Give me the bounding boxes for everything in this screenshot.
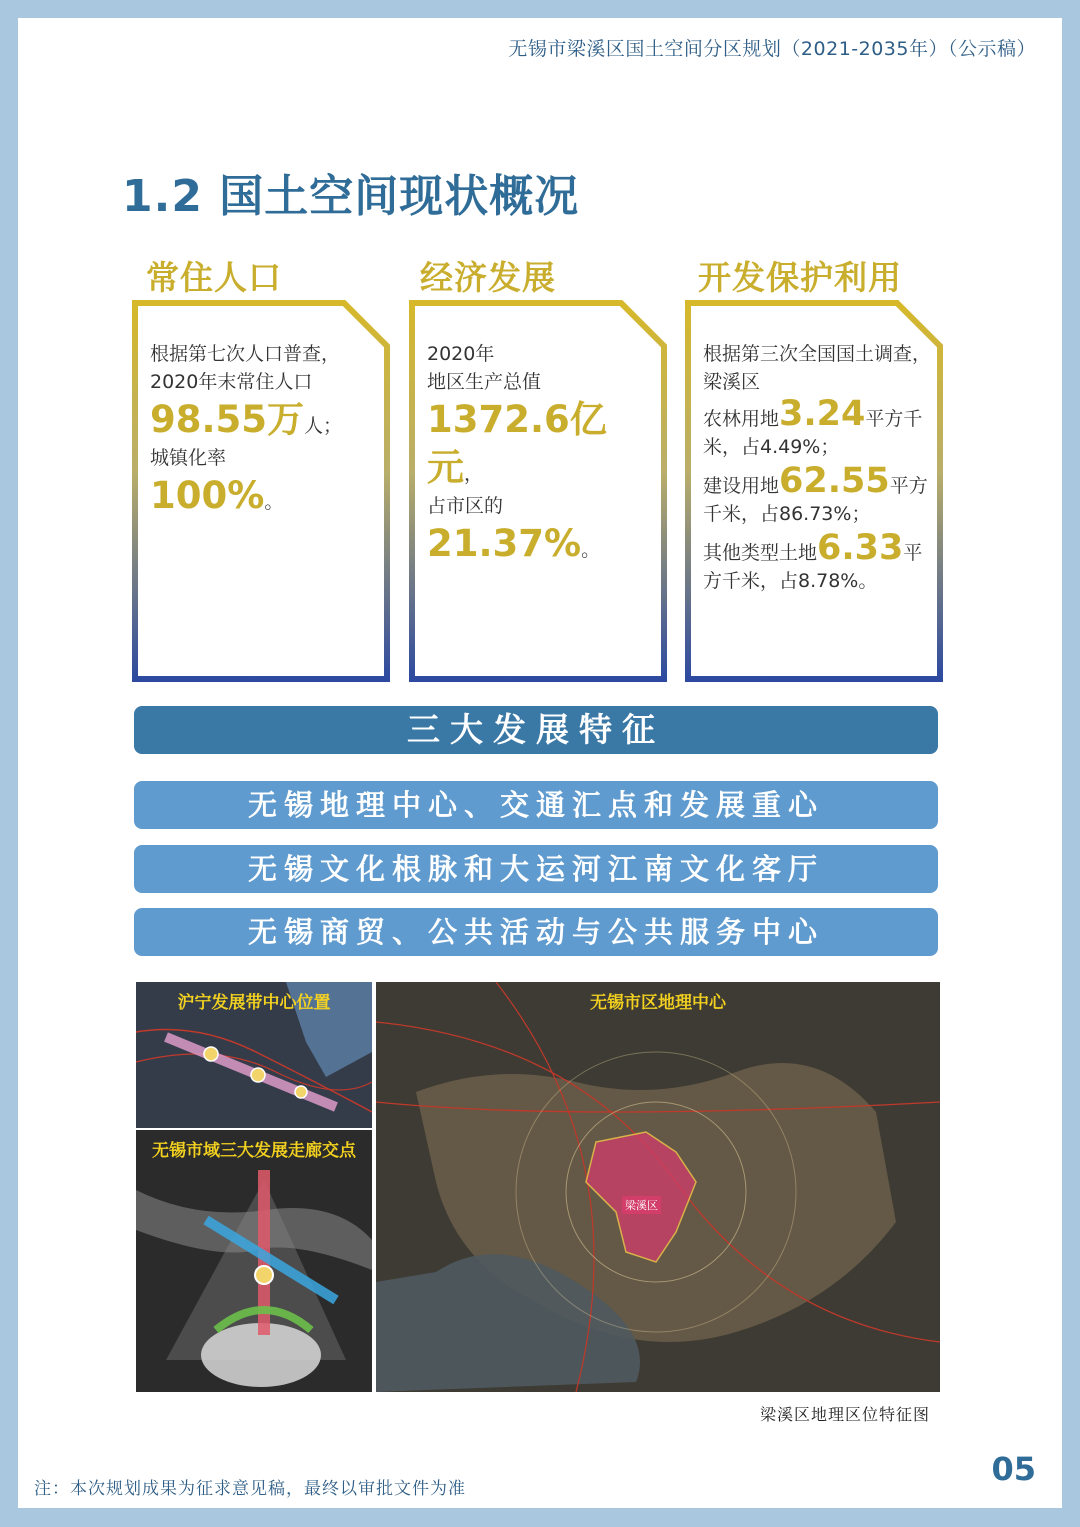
map2-label: 无锡市域三大发展走廊交点	[152, 1141, 356, 1161]
map-graphic	[136, 1130, 372, 1392]
share-suffix: 。	[581, 539, 601, 561]
map-geographic-center	[376, 982, 940, 1392]
urbanization-suffix: 。	[264, 491, 284, 513]
feature-band-1: 无锡地理中心、交通汇点和发展重心	[134, 781, 938, 829]
map-graphic	[376, 982, 940, 1392]
agri-value: 3.24	[779, 394, 866, 434]
urbanization-label: 城镇化率	[150, 447, 227, 469]
card-heading-land-use: 开发保护利用	[698, 258, 902, 297]
agri-label: 农林用地	[703, 408, 780, 430]
other-rest: 平方千米，占8.78%。	[703, 542, 923, 592]
card-land-use	[685, 300, 943, 682]
gdp-value: 1372.6亿元	[427, 398, 607, 489]
map-three-corridors	[136, 1130, 372, 1392]
population-suffix: 人；	[304, 415, 343, 437]
district-label: 梁溪区	[622, 1196, 661, 1214]
features-title-band: 三大发展特征	[134, 706, 938, 754]
build-value: 62.55	[779, 461, 890, 501]
card-heading-population: 常住人口	[146, 258, 282, 297]
map3-label: 无锡市区地理中心	[590, 993, 726, 1013]
footnote: 注：本次规划成果为征求意见稿，最终以审批文件为准	[34, 1479, 466, 1499]
map-corridor-position	[136, 982, 372, 1128]
economy-gdp-label: 地区生产总值	[427, 371, 542, 393]
urbanization-value: 100%	[150, 474, 265, 517]
feature-band-3: 无锡商贸、公共活动与公共服务中心	[134, 908, 938, 956]
document-header: 无锡市梁溪区国土空间分区规划（2021-2035年）（公示稿）	[508, 38, 1036, 60]
other-label: 其他类型土地	[703, 542, 818, 564]
population-intro: 根据第七次人口普查，2020年末常住人口	[150, 343, 341, 393]
build-rest: 平方千米，占86.73%；	[703, 475, 928, 525]
economy-year: 2020年	[427, 343, 495, 365]
share-value: 21.37%	[427, 522, 582, 565]
figure-caption: 梁溪区地理区位特征图	[759, 1405, 930, 1424]
gdp-suffix: ，	[464, 463, 484, 485]
land-intro: 根据第三次全国国土调查，梁溪区	[703, 343, 932, 393]
other-value: 6.33	[817, 528, 904, 568]
map1-label: 沪宁发展带中心位置	[177, 993, 331, 1013]
card-economy	[409, 300, 667, 682]
share-label: 占市区的	[427, 495, 504, 517]
build-label: 建设用地	[703, 475, 780, 497]
population-value: 98.55万	[150, 398, 305, 441]
agri-rest: 平方千米，占4.49%；	[703, 408, 923, 458]
feature-band-2: 无锡文化根脉和大运河江南文化客厅	[134, 845, 938, 893]
section-title: 1.2 国土空间现状概况	[122, 171, 580, 222]
page-number: 05	[991, 1450, 1036, 1488]
card-population	[132, 300, 390, 682]
card-heading-economy: 经济发展	[420, 258, 556, 297]
